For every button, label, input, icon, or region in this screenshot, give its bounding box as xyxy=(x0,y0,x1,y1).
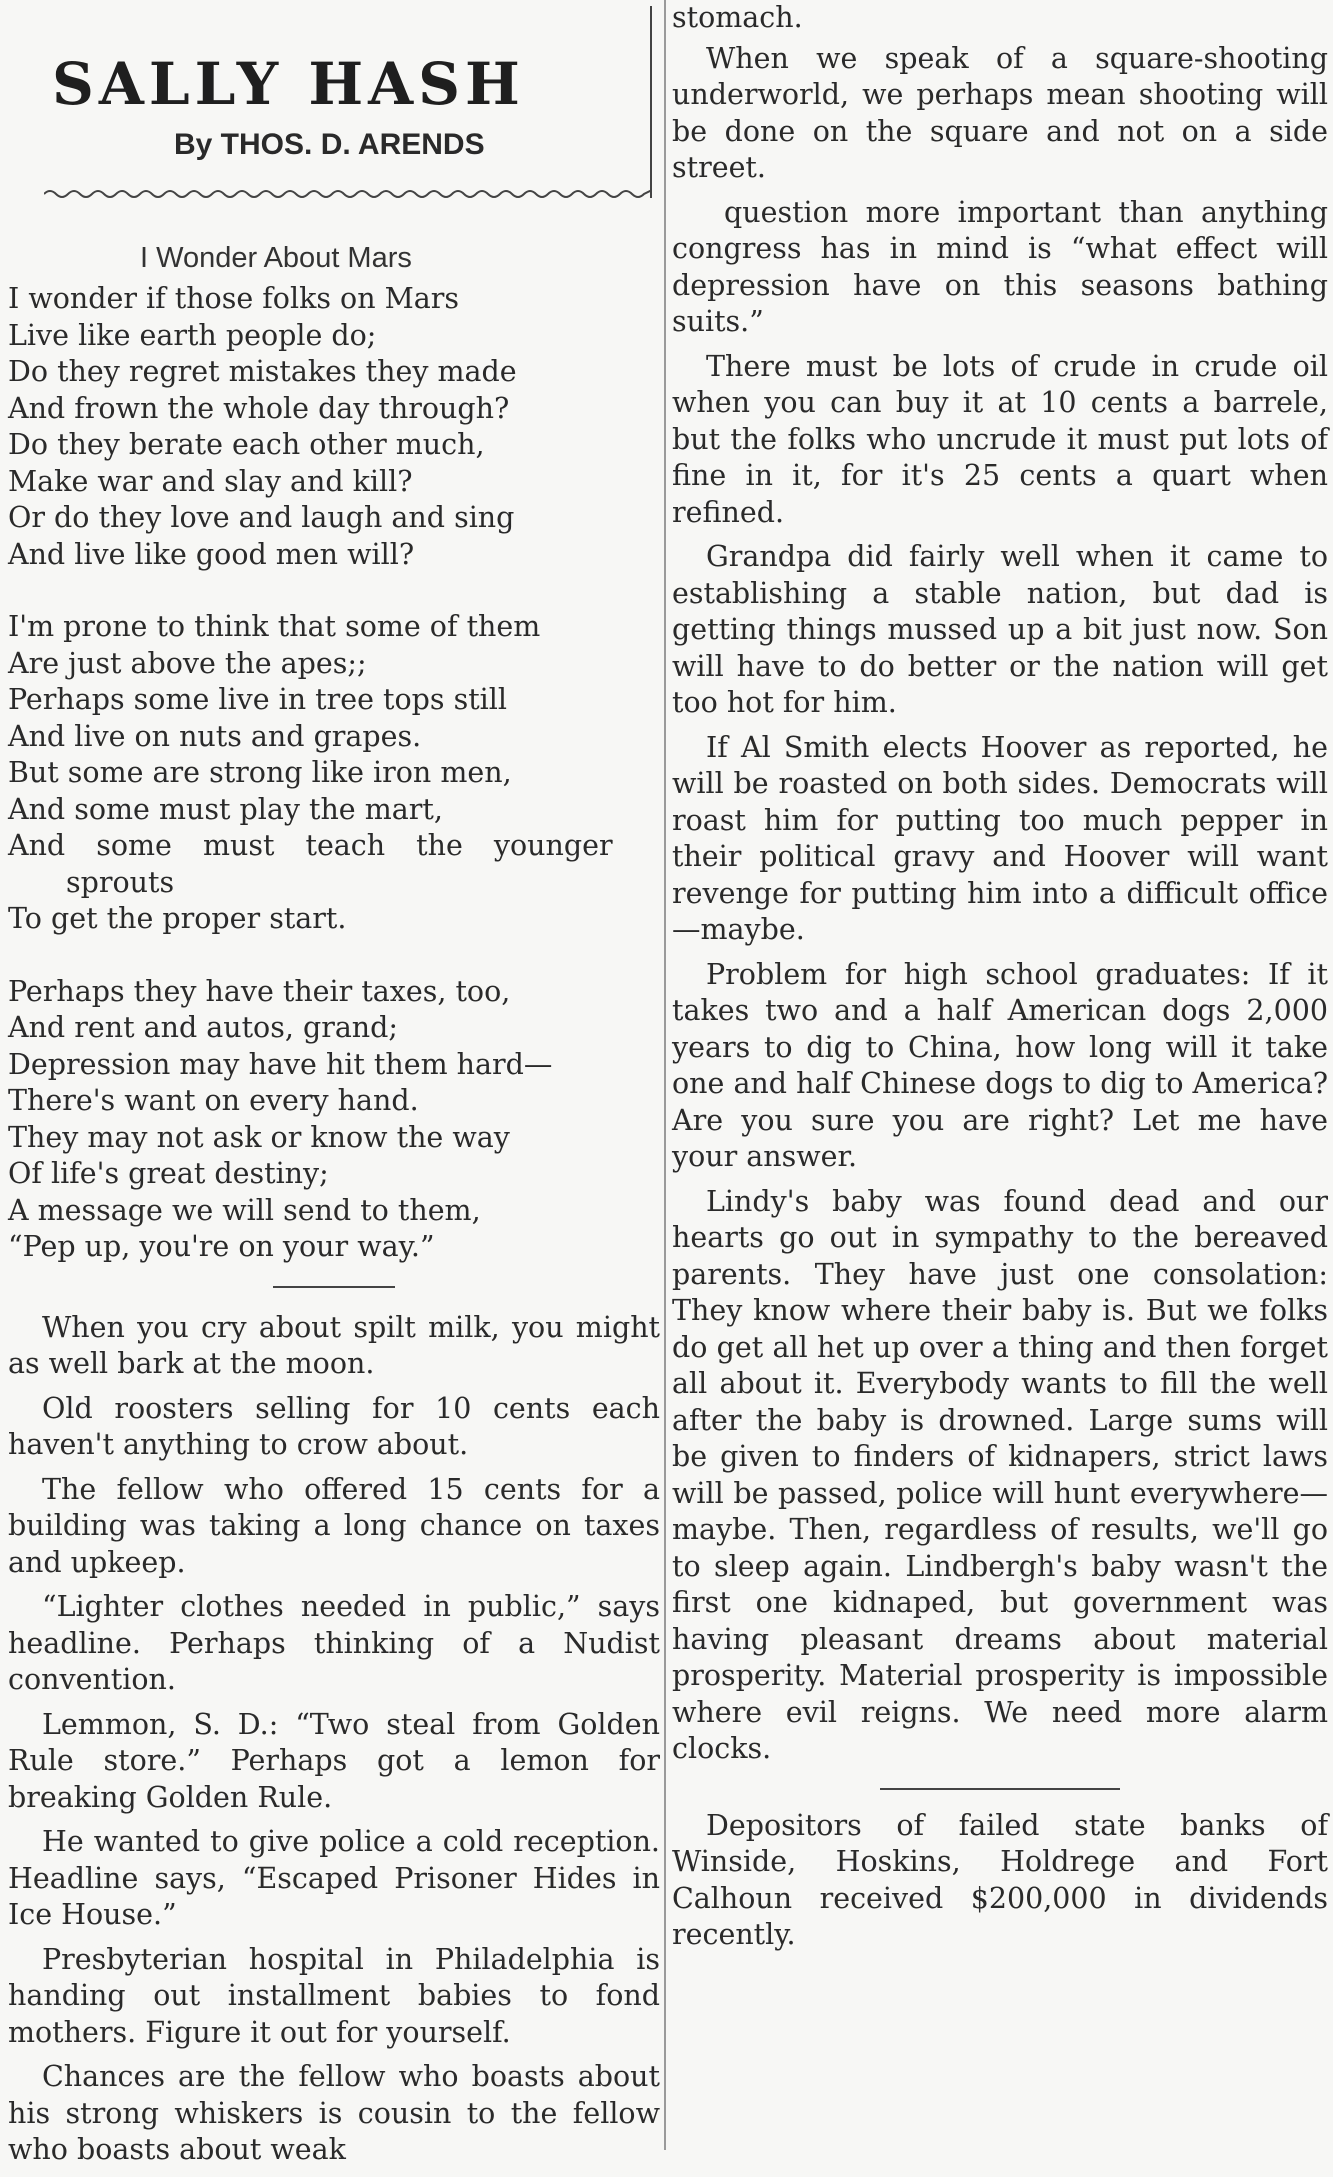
column-title: SALLY HASH xyxy=(52,50,525,118)
poem-line: I wonder if those folks on Mars xyxy=(8,282,460,315)
paragraph: When you cry about spilt milk, you might as well bark at the moon. xyxy=(8,1310,660,1380)
poem-line: Do they regret mistakes they made xyxy=(8,355,517,388)
poem-line: And some must teach the younger xyxy=(8,829,613,862)
paragraph: There must be lots of crude in crude oil when you can buy it at 10 cents a barrele, but the folks who uncrude it must put lots of fine in it, for it's 25 cents a quart when refined. xyxy=(672,349,1328,529)
poem-line: And live like good men will? xyxy=(8,537,415,571)
paragraph: The fellow who offered 15 cents for a building was taking a long chance on taxes and upkeep. xyxy=(8,1472,660,1579)
paragraph: “Lighter clothes needed in public,” says headline. Perhaps thinking of a Nudist convention. xyxy=(8,1590,660,1696)
poem-line: And frown the whole day through? xyxy=(8,391,510,425)
poem-line: Perhaps they have their taxes, too, xyxy=(8,974,511,1008)
poem-line: Perhaps some live in tree tops still xyxy=(8,683,508,716)
byline: By THOS. D. ARENDS xyxy=(174,128,485,161)
masthead xyxy=(44,6,652,202)
masthead-frame xyxy=(644,6,652,198)
paragraph: Old roosters selling for 10 cents each haven't anything to crow about. xyxy=(8,1391,660,1461)
poem-title: I Wonder About Mars xyxy=(140,242,412,274)
paragraph: Lindy's baby was found dead and our hearts go out in sympathy to the bereaved parents. They have just one consolation: They know where their baby is. But we folks do get all het up over a thing and then forget all about it. Everybody wants to fill the well after the baby is drowned. Large sums will be given to finders of kidnapers, strict laws will be passed, police will hunt everywhere—maybe. Then, regardless of results, we'll go to sleep again. Lindbergh's baby wasn't the first one kidnaped, but government was having pleasant dreams about material prosperity. Material prosperity is impossible where evil reigns. We need more alarm clocks. xyxy=(672,1184,1328,1765)
paragraph: Presbyterian hospital in Philadelphia is handing out installment babies to fond mothers. Figure it out for yourself. xyxy=(8,1942,660,2049)
poem-line: I'm prone to think that some of them xyxy=(8,610,541,643)
poem-line: Are just above the apes;; xyxy=(8,646,367,680)
poem-line: There's want on every hand. xyxy=(8,1084,419,1117)
column-divider xyxy=(664,0,666,2150)
poem-line: They may not ask or know the way xyxy=(8,1120,510,1154)
poem-line: Do they berate each other much, xyxy=(8,428,485,461)
poem-line: And some must play the mart, xyxy=(8,792,443,826)
poem-line: A message we will send to them, xyxy=(8,1193,481,1227)
poem-line: And live on nuts and grapes. xyxy=(8,719,422,753)
poem-line: To get the proper start. xyxy=(8,902,347,935)
poem-stanza xyxy=(8,974,660,1266)
wavy-rule xyxy=(44,186,652,202)
poem-line: Live like earth people do; xyxy=(8,318,377,352)
paragraph: Lemmon, S. D.: “Two steal from Golden Rule store.” Perhaps got a lemon for breaking Golden Rule. xyxy=(8,1707,660,1814)
paragraph: If Al Smith elects Hoover as reported, he will be roasted on both sides. Democrats will roast him for putting too much pepper in their political gravy and Hoover will want revenge for putting him into a difficult office—maybe. xyxy=(672,730,1328,946)
paragraph: Problem for high school graduates: If it takes two and a half American dogs 2,000 years to dig to China, how long will it take one and half Chinese dogs to dig to America? Are you sure you are right? Let me have your answer. xyxy=(672,957,1328,1173)
paragraph: Grandpa did fairly well when it came to establishing a stable nation, but dad is getting things mussed up a bit just now. Son will have to do better or the nation will get too hot for him. xyxy=(672,540,1328,719)
poem-line: Depression may have hit them hard— xyxy=(8,1047,553,1081)
poem-line: And rent and autos, grand; xyxy=(8,1011,399,1044)
section-rule xyxy=(880,1788,1120,1790)
paragraph: When we speak of a square-shooting underworld, we perhaps mean shooting will be done on the square and not on a side street. xyxy=(672,41,1328,184)
poem-line: Of life's great destiny; xyxy=(8,1157,329,1190)
right-column xyxy=(672,0,1328,1962)
poem-line: But some are strong like iron men, xyxy=(8,756,512,789)
poem xyxy=(8,281,660,1266)
poem-stanza xyxy=(8,609,660,938)
paragraph: He wanted to give police a cold reception. Headline says, “Escaped Prisoner Hides in Ice House.” xyxy=(8,1825,660,1931)
paragraph: Depositors of failed state banks of Winside, Hoskins, Holdrege and Fort Calhoun received $200,000 in dividends recently. xyxy=(672,1808,1328,1951)
poem-stanza xyxy=(8,281,660,573)
poem-line: Make war and slay and kill? xyxy=(8,464,413,498)
poem-line: sprouts xyxy=(66,865,175,899)
section-rule xyxy=(273,1286,395,1288)
paragraph: question more important than anything congress has in mind is “what effect will depression have on this seasons bathing suits.” xyxy=(672,195,1328,338)
paragraph-continuation: stomach. xyxy=(672,1,803,34)
left-column xyxy=(8,0,660,2177)
poem-line: Or do they love and laugh and sing xyxy=(8,501,515,534)
poem-line: “Pep up, you're on your way.” xyxy=(8,1230,435,1263)
paragraph: Chances are the fellow who boasts about his strong whiskers is cousin to the fellow who boasts about weak xyxy=(8,2060,660,2166)
